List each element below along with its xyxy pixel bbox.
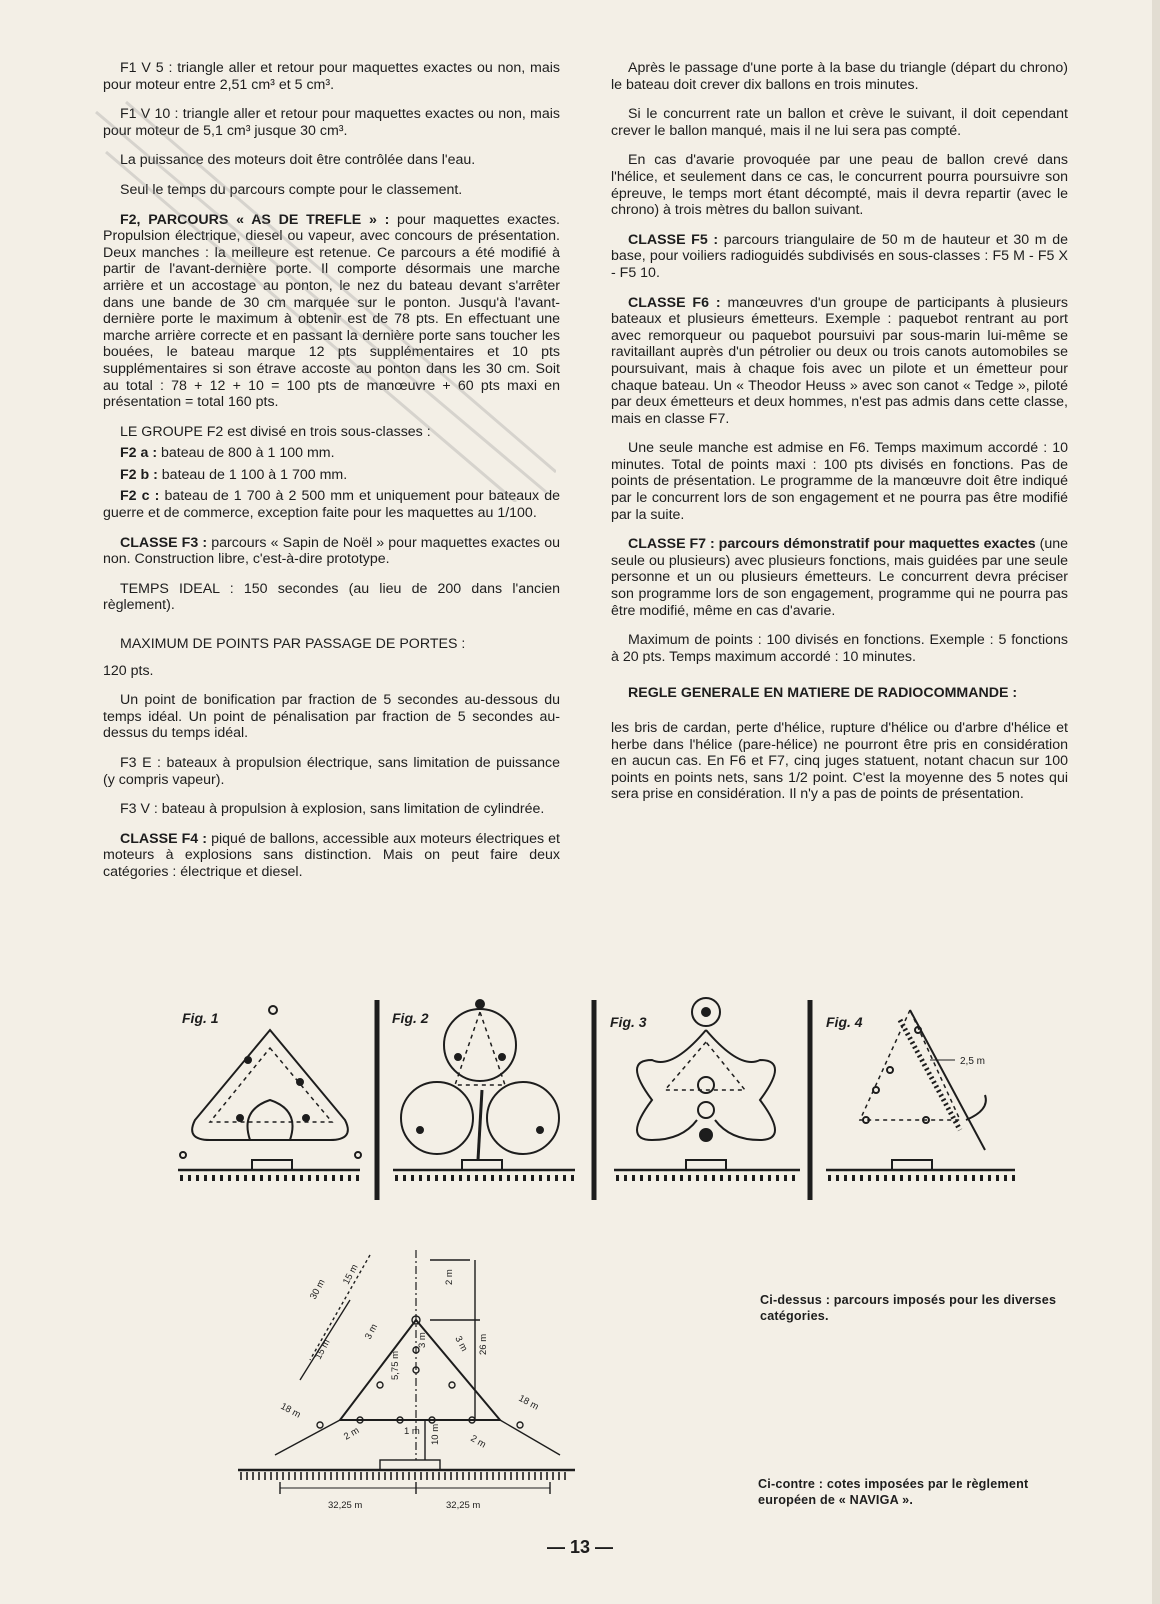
left-column [103,60,560,894]
paragraph-classement: Seul le temps du parcours compte pour le classement. [120,181,463,198]
f7-text: (une seule ou plusieurs) avec plusieurs fonctions, mais guidées par une seule personne et un ou plusieurs émetteurs. Le concurrent devra préciser son programme lors de son engagement, programme qui ne pourra pas être modifié, même en cas d'avarie. [611,536,1068,619]
paragraph-maximum: Maximum de points : 100 divisés en fonctions. Exemple : 5 fonctions à 20 pts. Temps maximum accordé : 10 minutes. [611,632,1068,665]
f6-label: CLASSE F6 : [628,294,721,311]
dim-30m: 30 m [307,1277,328,1302]
paragraph-f3e: F3 E : bateaux à propulsion électrique, sans limitation de puissance (y compris vapeur). [103,755,560,788]
dim-3m-b: 3 m [417,1332,428,1348]
paragraph-regle: les bris de cardan, perte d'hélice, rupture d'hélice ou d'arbre d'hélice et herbe dans l'hélice (pare-hélice) ne pourront être pris en considération en aucun cas. En F6 et F7, cinq juges statuent, notant chacun sur 100 points en points nets, sans 1/2 point. C'est la moyenne des 5 notes qui sera prise en considération. Il n'y a pas de points de présentation. [611,720,1068,803]
paragraph-f5 [611,232,1068,282]
paragraph-f4 [103,831,560,881]
dim-3225m-right: 32,25 m [446,1500,481,1511]
f4-label: CLASSE F4 : [120,830,208,847]
f2-heading: F2, PARCOURS « AS DE TREFLE » : [120,211,390,228]
fig1-course [178,1006,361,1178]
f2b-text: bateau de 1 100 à 1 700 mm. [157,466,348,483]
paragraph-avarie: En cas d'avarie provoquée par une peau de ballon crevé dans l'hélice, et seulement dans ce cas, le concurrent pourra poursuivre son épreuve, le temps mort étant décompté, mais il devra repartir (avec le chrono) à trois mètres du ballon suivant. [611,152,1068,219]
f2-text: pour maquettes exactes. Propulsion électrique, diesel ou vapeur, avec concours de présentation. Deux manches : la meilleure est retenue. Ce parcours a été modifié à partir de l'avant-dernière porte. Il comporte désormais une marche arrière et un accostage au ponton, le nez du bateau devant s'arrêter dans une bande de 30 cm marquée sur le ponton. Jusqu'à l'avant-dernière porte le maximum à obtenir est de 78 pts. En effectuant une marche arrière correcte et en passant la dernière porte sans toucher les bouées, le bateau marque 12 pts supplémentaires et 10 pts supplémentaires si son étrave accoste au ponton dans les 30 cm. Soit au total : 78 + 12 + 10 = 100 pts de manœuvre + 60 pts maxi en présentation = total 160 pts. [103,211,560,411]
fig4-label: Fig. 4 [826,1014,863,1030]
dim-15m-bottom: 15 m [312,1337,333,1362]
paragraph-ballon: Si le concurrent rate un ballon et crève le suivant, il doit cependant crever le ballon manqué, mais il ne lui sera pas compté. [611,106,1068,139]
paragraph-f2c [103,488,560,521]
page-number: — 13 — [546,1537,614,1557]
paragraph-bonification: Un point de bonification par fraction de 5 secondes au-dessous du temps idéal. Un point de pénalisation par fraction de 5 secondes au-dessus du temps idéal. [103,692,560,742]
paragraph-f1v10: F1 V 10 : triangle aller et retour pour maquettes exactes ou non, mais pour moteur de 5,1 cm³ jusque 30 cm³. [103,106,560,139]
paragraph-max-points: MAXIMUM DE POINTS PAR PASSAGE DE PORTES : [120,636,466,653]
page-edge [1152,0,1160,1604]
caption-contre: Ci-contre : cotes imposées par le règlement européen de « NAVIGA ». [758,1477,1029,1507]
paragraph-f6 [611,295,1068,428]
dim-1m: 1 m [404,1426,420,1437]
dim-15m-top: 15 m [340,1262,361,1287]
f7-label: CLASSE F7 : parcours démonstratif pour maquettes exactes [628,536,1036,553]
paragraph-f2b [103,467,560,484]
dim-3m-c: 3 m [452,1334,470,1354]
fig3-label: Fig. 3 [610,1014,647,1030]
caption-above: Ci-dessus : parcours imposés pour les diverses catégories. [760,1293,1057,1323]
f2a-text: bateau de 800 à 1 100 mm. [157,445,335,462]
dim-10m: 10 m [430,1423,441,1445]
dim-2m-right: 2 m [468,1433,488,1451]
paragraph-manche: Une seule manche est admise en F6. Temps maximum accordé : 10 minutes. Total de points maxi : 100 pts divisés en fonctions. Pas de points de présentation. Le programme de la manœuvre doit être indiqué par le concurrent lors de son engagement et ne pourra pas être modifié par la suite. [611,440,1068,523]
paragraph-f1v5: F1 V 5 : triangle aller et retour pour maquettes exactes ou non, mais pour moteur entre 2,51 cm³ et 5 cm³. [103,60,560,93]
fig4-dimension: 2,5 m [960,1056,986,1067]
dim-26m: 26 m [478,1333,489,1355]
paragraph-f2a [103,445,560,462]
dim-2m-top: 2 m [444,1269,455,1285]
f5-label: CLASSE F5 : [628,231,719,248]
dim-3m-a: 3 m [362,1322,381,1342]
paragraph-temps-ideal: TEMPS IDEAL : 150 secondes (au lieu de 200 dans l'ancien règlement). [103,580,560,614]
f2a-label: F2 a : [120,445,158,462]
paragraph-120pts: 120 pts. [103,662,154,679]
figures-drawing [0,990,1160,1210]
f2c-text: bateau de 1 700 à 2 500 mm et uniquement pour bateaux de guerre et de commerce, exception faite pour les maquettes au 1/100. [103,488,560,522]
f3-label: CLASSE F3 : [120,534,208,551]
dim-3225m-left: 32,25 m [328,1500,363,1511]
paragraph-f3v: F3 V : bateau à propulsion à explosion, sans limitation de cylindrée. [120,801,545,818]
paragraph-f3 [103,535,560,568]
fig3-course [614,998,800,1178]
f5-text: parcours triangulaire de 50 m de hauteur et 30 m de base, pour voiliers radioguidés subdivisés en sous-classes : F5 M - F5 X - F5 10. [611,231,1068,281]
dim-2m-left: 2 m [342,1425,362,1443]
f4-text: piqué de ballons, accessible aux moteurs électriques et moteurs à explosions sans distinction. Mais on peut faire deux catégories : électrique et diesel. [103,830,560,880]
paragraph-groupe: LE GROUPE F2 est divisé en trois sous-classes : [120,423,431,440]
figures-row [0,990,1160,1210]
f6-text: manœuvres d'un groupe de participants à plusieurs bateaux et plusieurs émetteurs. Exemple : paquebot rentrant au port avec remorqueur ou paquebot poursuivi par sous-marin lui-même se ravitaillant auprès d'un pétrolier ou deux ou trois canots automobiles se poursuivant, mais à chaque fois avec un pilote et un émetteur pour chaque bateau. Un « Theodor Heuss » avec son canot « Tedge », piloté par deux émetteurs et deux hommes, n'est pas admis dans cette classe, mais en classe F7. [611,294,1068,427]
dim-18m-right: 18 m [516,1392,541,1413]
right-column [611,60,1068,816]
f2b-label: F2 b : [120,466,158,483]
dim-18m-left: 18 m [278,1400,303,1421]
regle-heading-wrap [611,685,1068,702]
paragraph-porte: Après le passage d'une porte à la base du triangle (départ du chrono) le bateau doit crever dix ballons en trois minutes. [611,60,1068,93]
f3-text: parcours « Sapin de Noël » pour maquettes exactes ou non. Construction libre, c'est-à-dire prototype. [103,534,560,568]
paragraph-puissance: La puissance des moteurs doit être contrôlée dans l'eau. [120,152,476,169]
paragraph-f7 [611,536,1068,619]
dim-575m: 5,75 m [390,1350,401,1380]
regle-heading: REGLE GENERALE EN MATIERE DE RADIOCOMMANDE : [628,685,1018,702]
fig2-label: Fig. 2 [392,1010,429,1026]
fig1-label: Fig. 1 [182,1010,219,1026]
fig2-course [393,1000,575,1178]
paragraph-f2 [103,212,560,411]
fig4-course [826,1010,1015,1178]
f2c-label: F2 c : [120,488,160,505]
naviga-diagram [220,1230,640,1530]
